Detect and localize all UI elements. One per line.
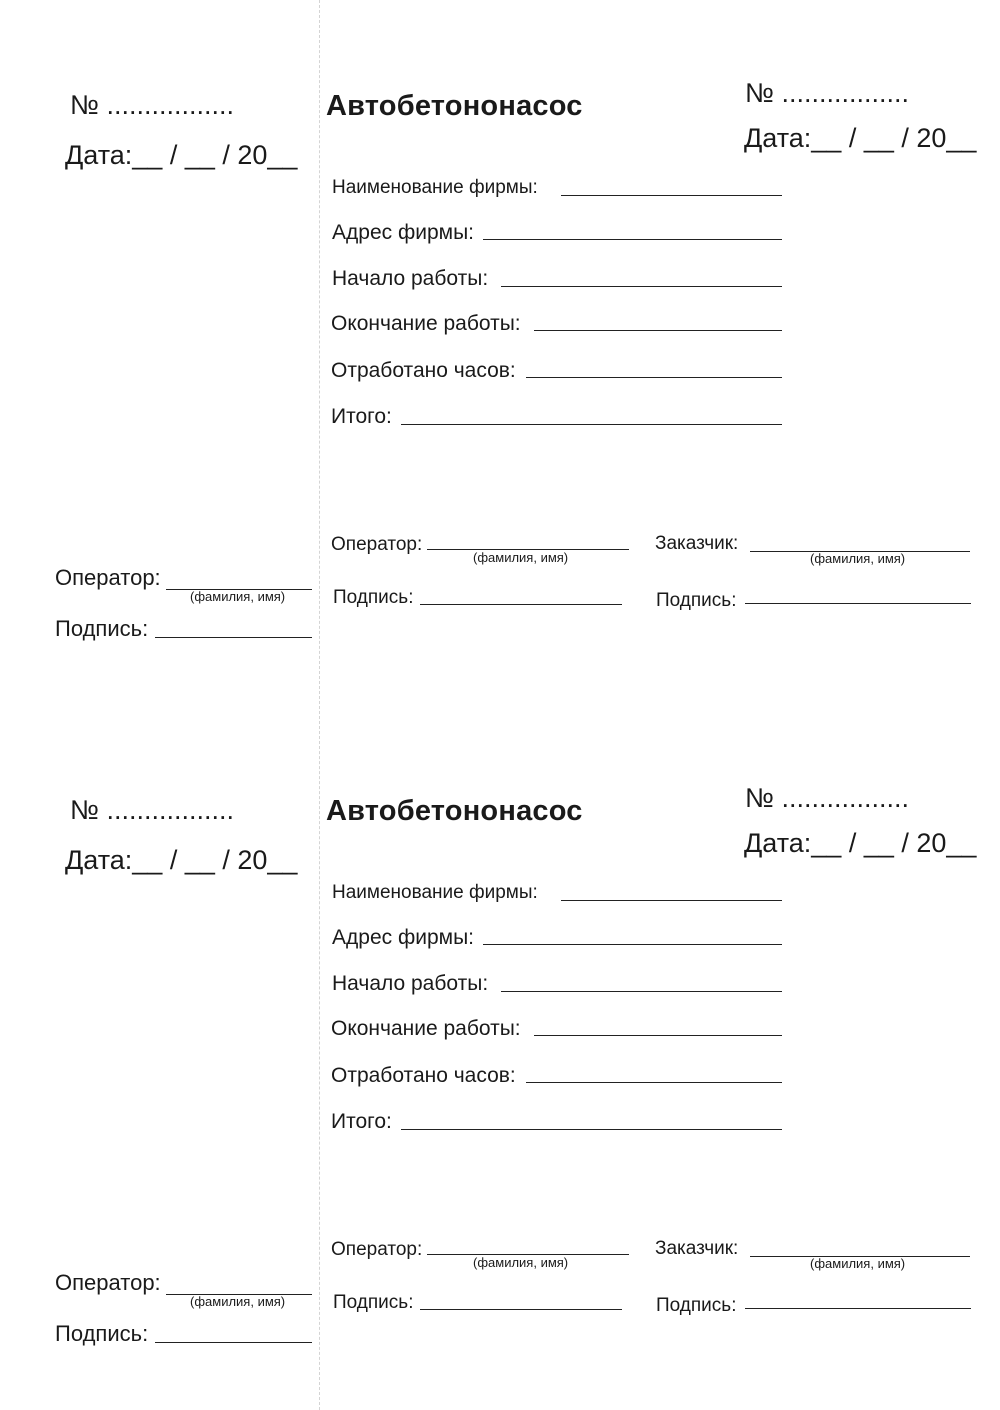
- operator-signature-line[interactable]: [420, 1309, 622, 1310]
- field-start-label: Начало работы:: [332, 267, 489, 290]
- customer-signature-line[interactable]: [745, 1308, 971, 1309]
- form-title: Автобетононасос: [326, 795, 583, 827]
- field-start-line[interactable]: [501, 991, 782, 992]
- stub-signature-line[interactable]: [155, 637, 312, 638]
- customer-signature-label: Подпись:: [656, 590, 737, 611]
- field-end-line[interactable]: [534, 330, 782, 331]
- field-hours-line[interactable]: [526, 1082, 782, 1083]
- stub-number: № .................: [70, 90, 234, 120]
- field-company-name-label: Наименование фирмы:: [332, 882, 538, 903]
- field-start-label: Начало работы:: [332, 972, 489, 995]
- field-company-address-line[interactable]: [483, 944, 782, 945]
- field-total-label: Итого:: [331, 405, 392, 428]
- stub-operator-label: Оператор:: [55, 1270, 161, 1295]
- operator-label: Оператор:: [331, 534, 423, 555]
- field-start-line[interactable]: [501, 286, 782, 287]
- field-end-label: Окончание работы:: [331, 1017, 521, 1040]
- customer-label: Заказчик:: [655, 1238, 739, 1259]
- field-end-label: Окончание работы:: [331, 312, 521, 335]
- stub-operator-hint: (фамилия, имя): [190, 1294, 286, 1309]
- field-total-line[interactable]: [401, 424, 782, 425]
- stub-operator-label: Оператор:: [55, 565, 161, 590]
- customer-label: Заказчик:: [655, 533, 739, 554]
- field-hours-label: Отработано часов:: [331, 359, 516, 382]
- stub-number: № .................: [70, 795, 234, 825]
- operator-signature-label: Подпись:: [333, 587, 414, 608]
- customer-hint: (фамилия, имя): [810, 1256, 906, 1271]
- stub-signature-label: Подпись:: [55, 616, 149, 641]
- field-company-address-label: Адрес фирмы:: [332, 926, 475, 949]
- main-date: Дата:__ / __ / 20__: [744, 828, 977, 858]
- operator-hint: (фамилия, имя): [473, 550, 569, 565]
- customer-signature-line[interactable]: [745, 603, 971, 604]
- main-date: Дата:__ / __ / 20__: [744, 123, 977, 153]
- field-company-address-label: Адрес фирмы:: [332, 221, 475, 244]
- form-title: Автобетононасос: [326, 90, 583, 122]
- operator-hint: (фамилия, имя): [473, 1255, 569, 1270]
- stub-date: Дата:__ / __ / 20__: [65, 140, 298, 170]
- field-company-name-line[interactable]: [561, 195, 782, 196]
- main-number: № .................: [745, 78, 909, 108]
- order-form-bottom: [0, 705, 1000, 1410]
- field-company-name-label: Наименование фирмы:: [332, 177, 538, 198]
- customer-hint: (фамилия, имя): [810, 551, 906, 566]
- field-hours-line[interactable]: [526, 377, 782, 378]
- field-total-label: Итого:: [331, 1110, 392, 1133]
- stub-operator-hint: (фамилия, имя): [190, 589, 286, 604]
- main-number: № .................: [745, 783, 909, 813]
- customer-signature-label: Подпись:: [656, 1295, 737, 1316]
- stub-signature-label: Подпись:: [55, 1321, 149, 1346]
- field-end-line[interactable]: [534, 1035, 782, 1036]
- field-total-line[interactable]: [401, 1129, 782, 1130]
- operator-label: Оператор:: [331, 1239, 423, 1260]
- field-company-address-line[interactable]: [483, 239, 782, 240]
- field-company-name-line[interactable]: [561, 900, 782, 901]
- operator-signature-label: Подпись:: [333, 1292, 414, 1313]
- operator-signature-line[interactable]: [420, 604, 622, 605]
- stub-date: Дата:__ / __ / 20__: [65, 845, 298, 875]
- stub-signature-line[interactable]: [155, 1342, 312, 1343]
- field-hours-label: Отработано часов:: [331, 1064, 516, 1087]
